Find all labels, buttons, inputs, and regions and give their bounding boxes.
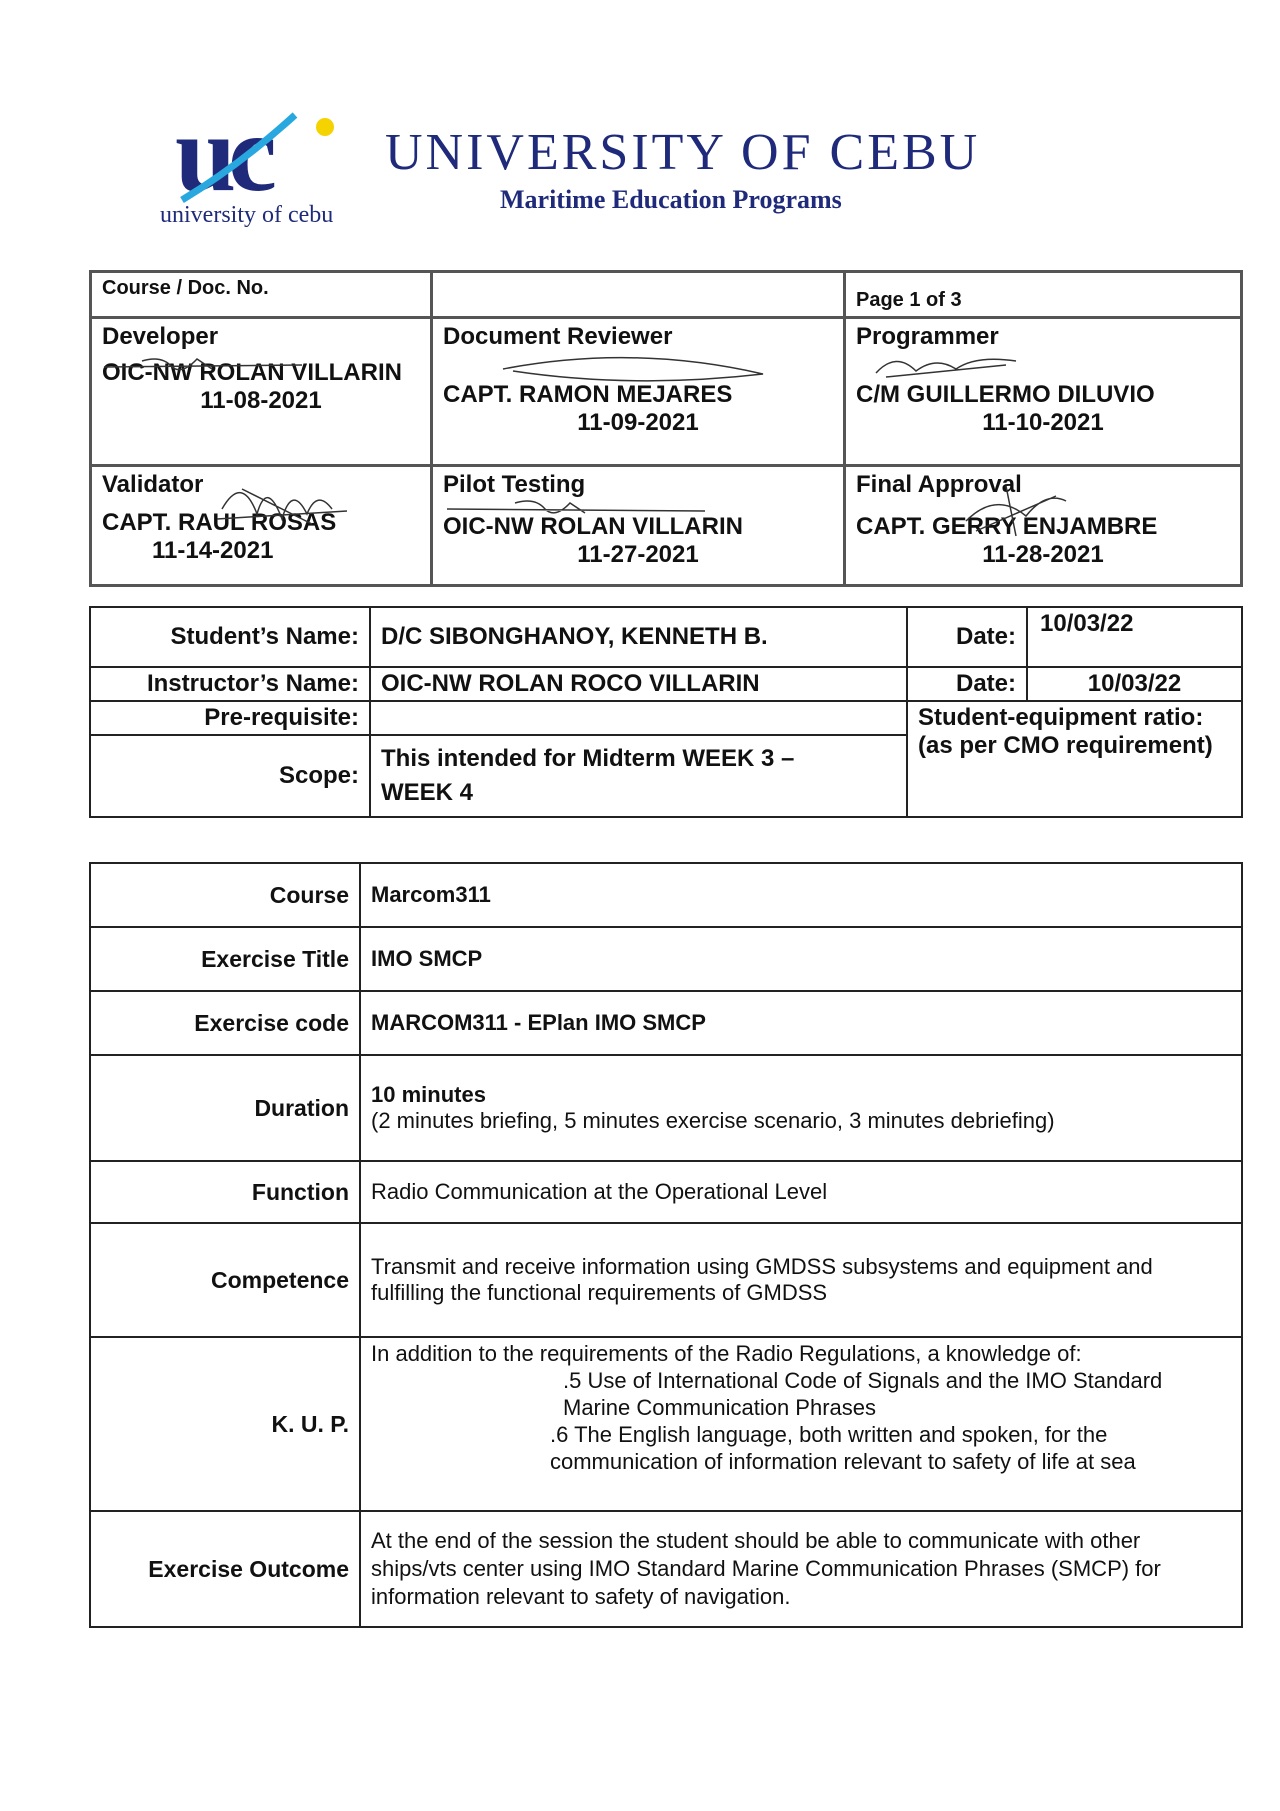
duration-detail: (2 minutes briefing, 5 minutes exercise scenario, 3 minutes debriefing) [371, 1108, 1055, 1133]
approval-date: 11-28-2021 [982, 541, 1104, 568]
reviewer-name: CAPT. RAMON MEJARES [443, 381, 733, 408]
programmer-label: Programmer [856, 323, 999, 350]
kup-label: K. U. P. [90, 1337, 360, 1511]
kup-intro: In addition to the requirements of the Radio Regulations, a knowledge of: [371, 1341, 1082, 1366]
pilot-name: OIC-NW ROLAN VILLARIN [443, 513, 743, 540]
letterhead [160, 105, 1080, 230]
approval-label: Final Approval [856, 471, 1022, 498]
developer-cell [91, 318, 432, 466]
kup-cell [360, 1337, 1242, 1511]
course-doc-cell [91, 272, 432, 318]
duration-main: 10 minutes [371, 1082, 486, 1107]
validator-cell [91, 466, 432, 586]
svg-text:uc: uc [175, 105, 269, 214]
university-logo [160, 105, 370, 230]
reviewer-cell [432, 318, 845, 466]
kup-item-6: .6 The English language, both written and spoken, for the communication of information relevant to safety of life at sea [550, 1422, 1136, 1474]
function-value: Radio Communication at the Operational Level [360, 1161, 1242, 1223]
prerequisite-label: Pre-requisite: [90, 701, 370, 735]
student-info-table [89, 606, 1243, 818]
exercise-outcome-label: Exercise Outcome [90, 1511, 360, 1627]
exercise-code-label: Exercise code [90, 991, 360, 1055]
prerequisite-value [370, 701, 907, 735]
validator-label: Validator [102, 471, 204, 498]
programmer-name: C/M GUILLERMO DILUVIO [856, 381, 1155, 408]
approval-cell [845, 466, 1242, 586]
course-value: Marcom311 [360, 863, 1242, 927]
date-value-2: 10/03/22 [1027, 667, 1242, 701]
duration-cell [360, 1055, 1242, 1161]
student-name-label: Student’s Name: [90, 607, 370, 667]
course-doc-label: Course / Doc. No. [102, 277, 269, 299]
course-label: Course [90, 863, 360, 927]
programmer-signature [866, 351, 1026, 381]
function-label: Function [90, 1161, 360, 1223]
pilot-label: Pilot Testing [443, 471, 586, 498]
competence-value: Transmit and receive information using GMDSS subsystems and equipment and fulfilling the functional requirements of GMDSS [360, 1223, 1242, 1337]
developer-name: OIC-NW ROLAN VILLARIN [102, 359, 402, 386]
scope-value: This intended for Midterm WEEK 3 – WEEK 4 [370, 735, 907, 817]
validator-date: 11-14-2021 [152, 537, 274, 564]
university-name: UNIVERSITY OF CEBU [385, 124, 981, 181]
instructor-name-value: OIC-NW ROLAN ROCO VILLARIN [370, 667, 907, 701]
page-number-cell [845, 272, 1242, 318]
programmer-cell [845, 318, 1242, 466]
program-name: Maritime Education Programs [500, 185, 842, 214]
exercise-code-value: MARCOM311 - EPlan IMO SMCP [360, 991, 1242, 1055]
course-doc-value [432, 272, 845, 318]
reviewer-date: 11-09-2021 [577, 409, 699, 436]
exercise-title-label: Exercise Title [90, 927, 360, 991]
page-number: Page 1 of 3 [856, 289, 962, 311]
pilot-cell [432, 466, 845, 586]
duration-label: Duration [90, 1055, 360, 1161]
competence-label: Competence [90, 1223, 360, 1337]
programmer-date: 11-10-2021 [982, 409, 1104, 436]
exercise-outcome-value: At the end of the session the student should be able to communicate with other ships/vts center using IMO Standard Marine Communication Phrases (SMCP) for information relevant to safety of navigation. [360, 1511, 1242, 1627]
date-label-1: Date: [907, 607, 1027, 667]
student-name-value: D/C SIBONGHANOY, KENNETH B. [370, 607, 907, 667]
document-control-table [89, 270, 1243, 587]
exercise-title-value: IMO SMCP [360, 927, 1242, 991]
scope-label: Scope: [90, 735, 370, 817]
developer-date: 11-08-2021 [200, 387, 322, 414]
instructor-name-label: Instructor’s Name: [90, 667, 370, 701]
student-equipment-ratio: Student-equipment ratio: (as per CMO requirement) [907, 701, 1242, 817]
date-label-2: Date: [907, 667, 1027, 701]
svg-text:university of cebu: university of cebu [160, 202, 334, 228]
developer-label: Developer [102, 323, 219, 350]
pilot-date: 11-27-2021 [577, 541, 699, 568]
date-value-1: 10/03/22 [1027, 607, 1242, 667]
kup-item-5: .5 Use of International Code of Signals and the IMO Standard Marine Communication Phrases [563, 1368, 1163, 1420]
approval-name: CAPT. GERRY ENJAMBRE [856, 513, 1158, 540]
validator-name: CAPT. RAUL ROSAS [102, 509, 337, 536]
reviewer-label: Document Reviewer [443, 323, 673, 350]
exercise-details-table [89, 862, 1243, 1628]
